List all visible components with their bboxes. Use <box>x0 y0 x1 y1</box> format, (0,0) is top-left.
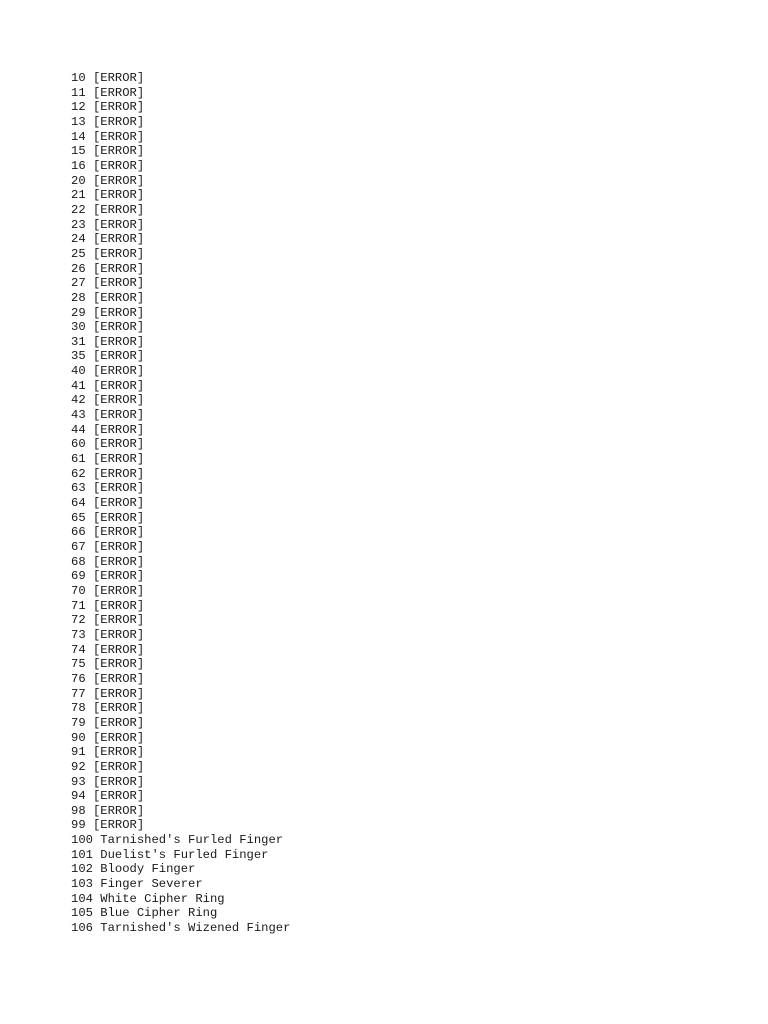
list-line: 26 [ERROR] <box>71 261 145 276</box>
list-line: 35 [ERROR] <box>71 349 145 364</box>
list-line: 75 [ERROR] <box>71 657 145 672</box>
list-line: 24 [ERROR] <box>71 232 145 247</box>
list-line: 91 [ERROR] <box>71 745 145 760</box>
list-line: 40 [ERROR] <box>71 364 145 379</box>
list-line: 68 [ERROR] <box>71 554 145 569</box>
list-line: 27 [ERROR] <box>71 276 145 291</box>
list-line: 22 [ERROR] <box>71 202 145 217</box>
list-line: 100 Tarnished's Furled Finger <box>71 833 284 848</box>
list-line: 31 [ERROR] <box>71 334 145 349</box>
list-line: 66 [ERROR] <box>71 525 145 540</box>
list-line: 61 [ERROR] <box>71 452 145 467</box>
list-line: 105 Blue Cipher Ring <box>71 906 218 921</box>
list-line: 70 [ERROR] <box>71 583 145 598</box>
list-line: 94 [ERROR] <box>71 789 145 804</box>
list-line: 76 [ERROR] <box>71 671 145 686</box>
list-line: 73 [ERROR] <box>71 627 145 642</box>
list-line: 23 [ERROR] <box>71 217 145 232</box>
list-line: 42 [ERROR] <box>71 393 145 408</box>
list-line: 101 Duelist's Furled Finger <box>71 847 269 862</box>
list-line: 90 [ERROR] <box>71 730 145 745</box>
list-line: 62 [ERROR] <box>71 466 145 481</box>
list-line: 77 [ERROR] <box>71 686 145 701</box>
list-line: 102 Bloody Finger <box>71 862 196 877</box>
list-line: 71 [ERROR] <box>71 598 145 613</box>
list-line: 28 [ERROR] <box>71 290 145 305</box>
list-line: 60 [ERROR] <box>71 437 145 452</box>
list-line: 10 [ERROR] <box>71 71 145 85</box>
list-line: 98 [ERROR] <box>71 803 145 818</box>
list-line: 69 [ERROR] <box>71 569 145 584</box>
list-line: 65 [ERROR] <box>71 510 145 525</box>
list-line: 16 [ERROR] <box>71 158 145 173</box>
list-line: 104 White Cipher Ring <box>71 891 225 906</box>
list-line: 44 [ERROR] <box>71 422 145 437</box>
text-listing <box>71 71 290 936</box>
list-line: 15 [ERROR] <box>71 144 145 159</box>
list-line: 99 [ERROR] <box>71 818 145 833</box>
list-line: 13 [ERROR] <box>71 114 145 129</box>
list-line: 64 [ERROR] <box>71 496 145 511</box>
list-line: 103 Finger Severer <box>71 877 203 892</box>
list-line: 41 [ERROR] <box>71 378 145 393</box>
list-line: 12 [ERROR] <box>71 100 145 115</box>
list-line: 20 [ERROR] <box>71 173 145 188</box>
list-line: 21 [ERROR] <box>71 188 145 203</box>
list-line: 25 [ERROR] <box>71 246 145 261</box>
list-line: 92 [ERROR] <box>71 759 145 774</box>
list-line: 74 [ERROR] <box>71 642 145 657</box>
list-line: 106 Tarnished's Wizened Finger <box>71 921 291 936</box>
list-line: 30 [ERROR] <box>71 320 145 335</box>
list-line: 14 [ERROR] <box>71 129 145 144</box>
list-line: 72 [ERROR] <box>71 613 145 628</box>
list-line: 43 [ERROR] <box>71 408 145 423</box>
list-line: 93 [ERROR] <box>71 774 145 789</box>
list-line: 78 [ERROR] <box>71 701 145 716</box>
list-line: 11 [ERROR] <box>71 85 145 100</box>
list-line: 67 [ERROR] <box>71 540 145 554</box>
list-line: 29 [ERROR] <box>71 305 145 320</box>
list-line: 63 [ERROR] <box>71 481 145 496</box>
list-line: 79 [ERROR] <box>71 715 145 730</box>
